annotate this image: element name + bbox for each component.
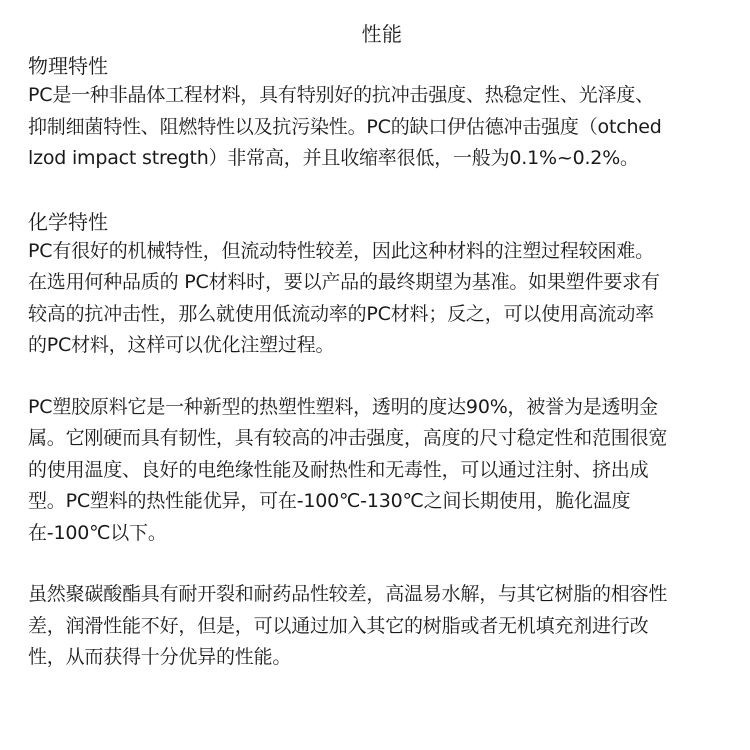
paragraph-line: lzod impact stregth）非常高，并且收缩率很低，一般为0.1%~0.2%。 <box>28 147 639 169</box>
paragraph-line: 属。它刚硬而具有韧性，具有较高的冲击强度，高度的尺寸稳定性和范围很宽 <box>28 427 668 449</box>
section-heading: 化学特性 <box>28 209 108 234</box>
paragraph-line: 虽然聚碳酸酯具有耐开裂和耐药品性较差，高温易水解，与其它树脂的相容性 <box>28 583 668 605</box>
paragraph-line: 抑制细菌特性、阻燃特性以及抗污染性。PC的缺口伊估德冲击强度（otched <box>28 115 662 138</box>
paragraph-spacer <box>28 175 736 208</box>
section-polycarbonate-drawbacks <box>28 579 736 674</box>
paragraph-line: 在选用何种品质的 PC材料时，要以产品的最终期望为基准。如果塑件要求有 <box>28 271 660 293</box>
section-heading: 物理特性 <box>28 54 108 78</box>
section-physical-properties <box>28 52 736 175</box>
paragraph-spacer <box>28 362 736 392</box>
paragraph-line: 的PC材料，这样可以优化注塑过程。 <box>28 334 335 356</box>
paragraph-spacer <box>28 549 736 579</box>
paragraph-line: 型。PC塑料的热性能优异，可在-100℃-130℃之间长期使用，脆化温度 <box>28 490 631 512</box>
paragraph-line: 较高的抗冲击性，那么就使用低流动率的PC材料；反之，可以使用高流动率 <box>28 302 654 325</box>
document-title: 性能 <box>361 22 403 46</box>
paragraph-line: PC是一种非晶体工程材料，具有特别好的抗冲击强度、热稳定性、光泽度、 <box>28 84 654 106</box>
section-chemical-properties <box>28 208 736 362</box>
paragraph-line: PC塑胶原料它是一种新型的热塑性塑料，透明的度达90%，被誉为是透明金 <box>28 395 658 418</box>
paragraph-line: 差，润滑性能不好，但是，可以通过加入其它的树脂或者无机填充剂进行改 <box>28 614 649 637</box>
paragraph-line: 性，从而获得十分优异的性能。 <box>28 646 292 668</box>
paragraph-line: 在-100℃以下。 <box>28 521 167 544</box>
section-pc-material <box>28 392 736 550</box>
paragraph-line: PC有很好的机械特性，但流动特性较差，因此这种材料的注塑过程较困难。 <box>28 239 654 262</box>
paragraph-line: 的使用温度、良好的电绝缘性能及耐热性和无毒性，可以通过注射、挤出成 <box>28 458 649 481</box>
